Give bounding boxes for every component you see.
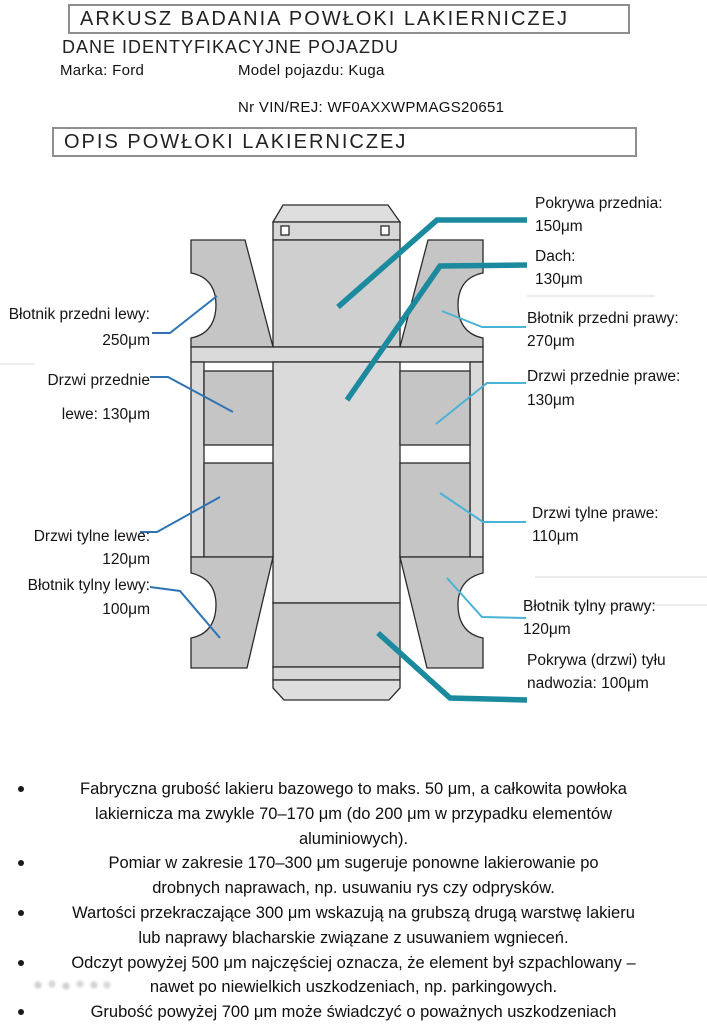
note-line: Pomiar w zakresie 170–300 μm sugeruje ponowne lakierowanie po <box>108 854 599 873</box>
note-line: Odczyt powyżej 500 μm najczęściej oznacza, że element był szpachlowany – <box>71 953 636 972</box>
label-front-right-fender-name: Błotnik przedni prawy: <box>527 310 679 327</box>
label-rear-right-fender-value: 120μm <box>523 621 571 638</box>
note-line: nawet po niewielkich uszkodzeniach, np. parkingowych. <box>149 978 558 997</box>
label-tailgate <box>527 649 692 695</box>
bullet-dot <box>18 1009 24 1015</box>
label-rear-left-door-value: 120μm <box>102 551 150 568</box>
headlight-left-marker <box>281 226 289 235</box>
note-item <box>0 951 707 1001</box>
label-tailgate-value: nadwozia: 100μm <box>527 675 649 692</box>
headlight-right-marker <box>381 226 389 235</box>
note-line: aluminiowych). <box>298 829 409 848</box>
label-rear-left-fender-value: 100μm <box>102 601 150 618</box>
bullet-dot <box>18 960 24 966</box>
label-rear-left-door-name: Drzwi tylne lewe: <box>33 528 150 545</box>
label-front-hood <box>535 192 663 238</box>
label-front-right-fender <box>527 307 679 353</box>
vin-field: Nr VIN/REJ: WF0AXXWPMAGS20651 <box>238 99 505 116</box>
rear-bumper-panel <box>273 680 400 700</box>
vehicle-section-title: DANE IDENTYFIKACYJNE POJAZDU <box>62 37 400 57</box>
bullet-dot <box>18 860 24 866</box>
label-rear-left-door <box>34 525 150 571</box>
page-title: ARKUSZ BADANIA POWŁOKI LAKIERNICZEJ <box>80 7 569 30</box>
rear-left-fender-panel <box>191 557 273 668</box>
brand-field: Marka: Ford <box>60 62 145 79</box>
leader-front-left-fender <box>152 296 217 333</box>
bullet-dot <box>18 910 24 916</box>
label-tailgate-name: Pokrywa (drzwi) tyłu <box>527 652 666 669</box>
note-item <box>0 901 707 951</box>
rear-strip <box>273 667 400 680</box>
label-rear-left-fender <box>28 574 150 622</box>
label-front-right-door-name: Drzwi przednie prawe: <box>527 368 681 385</box>
label-front-right-door <box>527 365 680 413</box>
label-rear-right-door <box>532 502 659 548</box>
label-front-left-door-name: Drzwi przednie <box>47 372 150 389</box>
front-left-fender-panel <box>191 240 273 347</box>
coating-section-title: OPIS POWŁOKI LAKIERNICZEJ <box>64 130 408 153</box>
label-front-hood-name: Pokrywa przednia: <box>535 195 663 212</box>
model-field: Model pojazdu: Kuga <box>238 62 385 79</box>
watermark-smudge <box>30 977 115 992</box>
label-roof-value: 130μm <box>535 271 583 288</box>
rear-left-door-panel <box>204 463 273 557</box>
note-line: drobnych naprawach, np. usuwaniu rys czy odprysków. <box>152 879 555 898</box>
label-front-left-door <box>47 364 150 432</box>
label-front-left-fender-name: Błotnik przedni lewy: <box>8 306 150 323</box>
label-rear-right-door-value: 110μm <box>532 528 579 545</box>
note-item <box>0 851 707 901</box>
label-rear-right-fender-name: Błotnik tylny prawy: <box>523 598 656 615</box>
label-front-left-fender-value: 250μm <box>102 332 150 349</box>
note-line: Wartości przekraczające 300 μm wskazują na grubszą drugą warstwę lakieru <box>72 903 635 922</box>
label-roof-name: Dach: <box>535 248 576 265</box>
rear-right-fender-panel <box>400 557 483 668</box>
note-line: lub naprawy blacharskie związane z usuwaniem wgnieceń. <box>138 928 569 947</box>
label-rear-right-door-name: Drzwi tylne prawe: <box>532 505 659 522</box>
label-rear-left-fender-name: Błotnik tylny lewy: <box>27 577 150 594</box>
front-left-door-panel <box>204 371 273 445</box>
label-front-hood-value: 150μm <box>535 218 583 235</box>
front-right-fender-panel <box>400 240 483 347</box>
sill-band <box>191 347 483 362</box>
rear-right-door-panel <box>400 463 470 557</box>
note-item <box>0 777 707 851</box>
hood-panel <box>273 240 400 347</box>
label-front-right-door-value: 130μm <box>527 392 575 409</box>
roof-panel <box>273 362 400 603</box>
label-front-left-fender <box>9 302 150 354</box>
bullet-dot <box>18 786 24 792</box>
label-roof <box>535 245 583 291</box>
note-item <box>0 1000 707 1025</box>
front-right-door-panel <box>400 371 470 445</box>
label-rear-right-fender <box>523 595 656 641</box>
front-bumper-panel <box>273 205 400 222</box>
note-line: Grubość powyżej 700 μm może świadczyć o poważnych uszkodzeniach <box>90 1003 617 1022</box>
note-line: Fabryczna grubość lakieru bazowego to maks. 50 μm, a całkowita powłoka <box>80 780 627 798</box>
label-front-right-fender-value: 270μm <box>527 333 575 350</box>
label-front-left-door-value: lewe: 130μm <box>61 406 150 423</box>
note-line: lakiernicza ma zwykle 70–170 μm (do 200 μm w przypadku elementów <box>95 804 612 823</box>
